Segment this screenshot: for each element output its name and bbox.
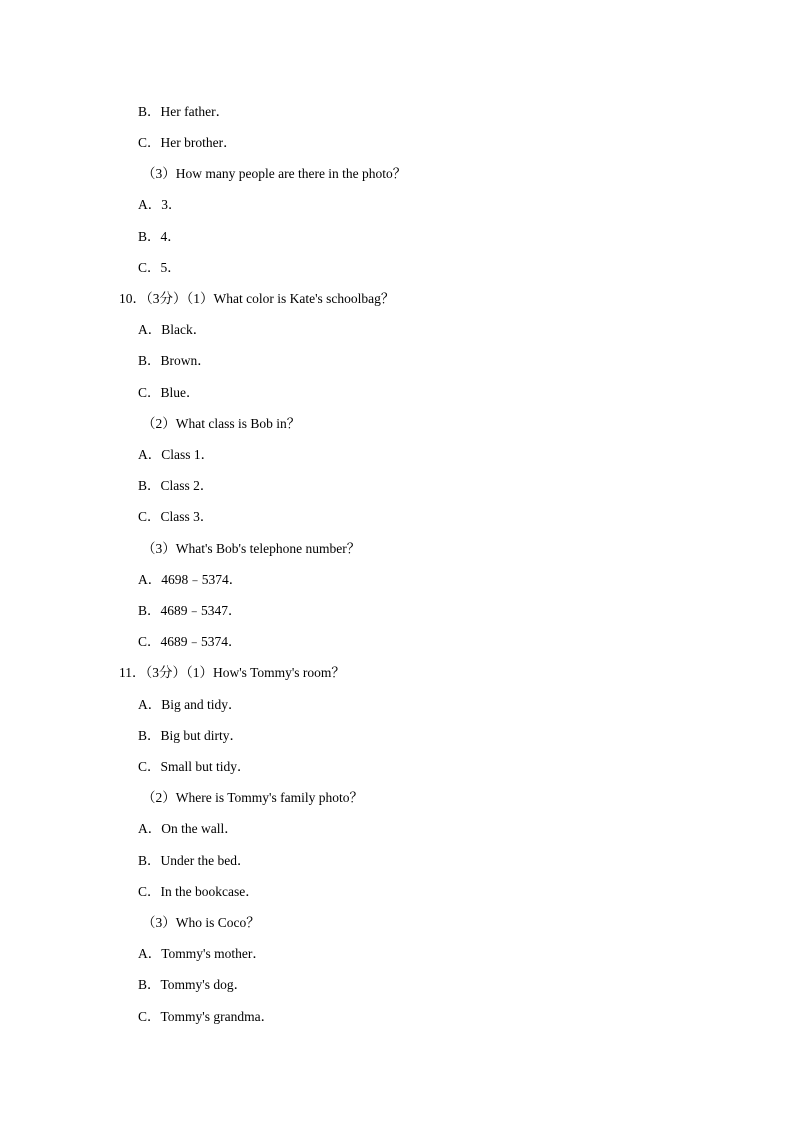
subquestion-line: （3）How many people are there in the photo？ (142, 166, 407, 181)
option-line: C．Class 3． (138, 509, 214, 524)
option-line: C．Small but tidy． (138, 759, 251, 774)
option-line: C．Tommy's grandma． (138, 1009, 275, 1024)
option-line: A．Tommy's mother． (138, 946, 266, 961)
subquestion-line: （2）Where is Tommy's family photo？ (142, 790, 363, 805)
subquestion-line: （2）What class is Bob in？ (142, 416, 301, 431)
option-line: B．Big but dirty． (138, 728, 244, 743)
option-line: A．3． (138, 197, 182, 212)
option-line: C．5． (138, 260, 181, 275)
question-line: 11．（3分）（1）How's Tommy's room？ (119, 665, 345, 680)
option-line: B．Tommy's dog． (138, 977, 248, 992)
subquestion-line: （3）What's Bob's telephone number？ (142, 541, 361, 556)
option-line: C．Her brother． (138, 135, 237, 150)
option-line: A．4698﹣5374． (138, 572, 243, 587)
option-line: A．Black． (138, 322, 207, 337)
option-line: B．4． (138, 229, 181, 244)
question-line: 10．（3分）（1）What color is Kate's schoolbag？ (119, 291, 395, 306)
option-line: A．On the wall． (138, 821, 238, 836)
subquestion-line: （3）Who is Coco？ (142, 915, 260, 930)
option-line: C．In the bookcase． (138, 884, 259, 899)
option-line: B．Brown． (138, 353, 211, 368)
option-line: C．4689﹣5374． (138, 634, 242, 649)
option-line: C．Blue． (138, 385, 200, 400)
option-line: B．Under the bed． (138, 853, 251, 868)
option-line: A．Class 1． (138, 447, 215, 462)
option-line: B．Her father． (138, 104, 230, 119)
option-line: B．4689﹣5347． (138, 603, 242, 618)
option-line: A．Big and tidy． (138, 697, 242, 712)
option-line: B．Class 2． (138, 478, 214, 493)
